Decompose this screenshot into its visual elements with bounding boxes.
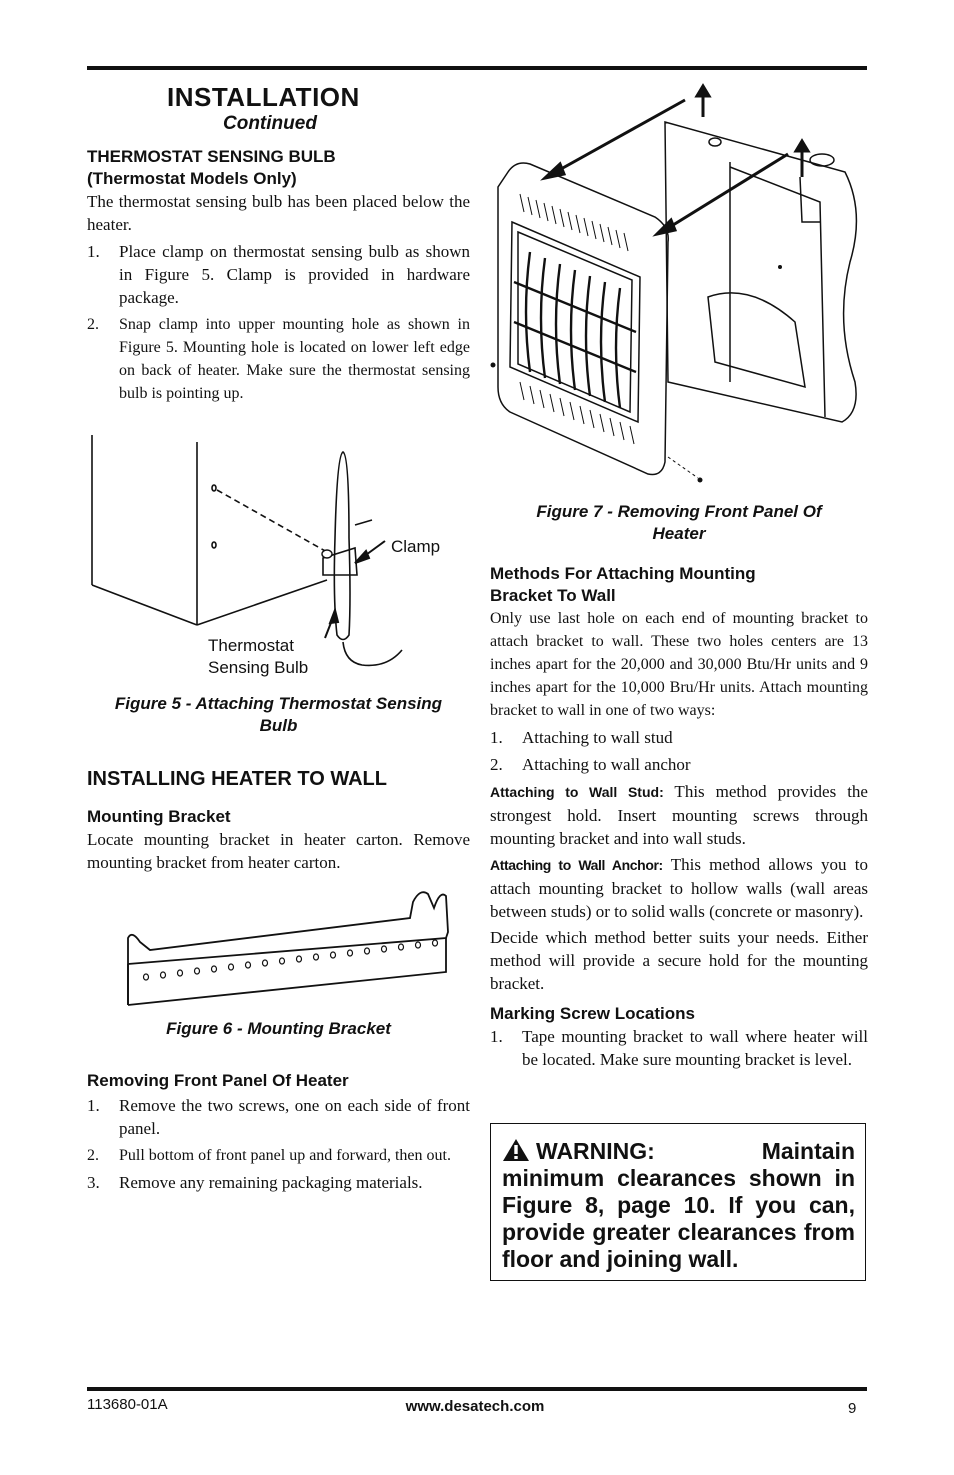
installing-section (87, 766, 470, 874)
wall-stud-paragraph (490, 780, 868, 850)
decide-text: Decide which method better suits your needs. Either method will provide a secure hold for the mounting bracket. (490, 928, 868, 993)
wall-stud-head: Attaching to Wall Stud: (490, 784, 664, 800)
warning-box (490, 1123, 866, 1281)
figure-7-caption-line2: Heater (652, 524, 706, 543)
clamp-hole-marker (322, 550, 332, 558)
figure-5-caption-line2: Bulb (259, 716, 298, 735)
warning-text: WARNING: Maintain minimum clearances shown in Figure 8, page 10. If you can, provide greater clearances from floor and joining wall. (502, 1138, 855, 1272)
methods-section (490, 563, 868, 1075)
removing-section (87, 1070, 470, 1198)
list-item: 1. Tape mounting bracket to wall where heater will be located. Make sure mounting bracket is level. (490, 1027, 868, 1069)
bulb-label-line1: Thermostat (208, 636, 294, 655)
bottom-rule (87, 1387, 867, 1391)
removing-heading: Removing Front Panel Of Heater (87, 1071, 349, 1090)
figure-7-heater-panel (490, 82, 868, 492)
bulb-label-line2: Sensing Bulb (208, 658, 309, 677)
wall-anchor-text: This method allows you to attach mounting bracket to hollow walls (wall areas between studs) or to solid walls (concrete or masonry). (490, 855, 868, 921)
list-item: 2. Attaching to wall anchor (490, 755, 691, 774)
list-item: 2. Pull bottom of front panel up and forward, then out. (87, 1147, 451, 1164)
marking-heading: Marking Screw Locations (490, 1004, 695, 1023)
left-column (87, 80, 470, 409)
thermostat-subheading: (Thermostat Models Only) (87, 169, 297, 188)
wall-anchor-paragraph (490, 853, 868, 923)
figure-6-mounting-bracket (110, 880, 455, 1010)
warning-paragraph (502, 1138, 855, 1273)
list-item: 1. Place clamp on thermostat sensing bulb as shown in Figure 5. Clamp is provided in hardware package. (87, 242, 470, 307)
section-title: INSTALLATION (167, 82, 360, 112)
thermostat-intro: The thermostat sensing bulb has been placed below the heater. (87, 192, 470, 234)
methods-heading: Methods For Attaching Mounting (490, 564, 756, 583)
section-subtitle: Continued (223, 113, 317, 134)
figure-6-caption: Figure 6 - Mounting Bracket (166, 1019, 391, 1038)
installing-heading: INSTALLING HEATER TO WALL (87, 768, 387, 790)
wall-anchor-head: Attaching to Wall Anchor: (490, 857, 663, 873)
list-item: 3. Remove any remaining packaging materials. (87, 1173, 423, 1192)
thermostat-steps (87, 240, 470, 405)
mounting-text: Locate mounting bracket in heater carton. Remove mounting bracket from heater carton. (87, 830, 470, 872)
wall-stud-text: This method provides the strongest hold. Insert mounting screws through mounting bracket and into wall studs. (490, 782, 868, 848)
page-number: 9 (848, 1400, 857, 1417)
removing-steps (87, 1094, 470, 1194)
figure-7-caption: Figure 7 - Removing Front Panel Of (536, 502, 822, 521)
methods-list (490, 726, 868, 776)
methods-text: Only use last hole on each end of mounting bracket to attach bracket to wall. These two holes centers are 13 inches apart for the 20,000 and 30,000 Btu/Hr units and 9 inches apart for the 10,000 Bru/Hr units. Attach mounting bracket to wall in one of two ways: (490, 610, 868, 719)
clamp-label: Clamp (391, 537, 441, 556)
warning-icon (502, 1138, 530, 1162)
list-item: 2. Snap clamp into upper mounting hole as shown in Figure 5. Mounting hole is located on lower left edge on back of heater. Make sure the thermostat sensing bulb is pointing up. (87, 316, 470, 402)
website-link[interactable]: www.desatech.com (405, 1398, 545, 1415)
marking-steps (490, 1025, 868, 1071)
thermostat-heading: THERMOSTAT SENSING BULB (87, 147, 336, 166)
figure-5-caption: Figure 5 - Attaching Thermostat Sensing (114, 694, 443, 713)
methods-subheading: Bracket To Wall (490, 586, 616, 605)
doc-number: 113680-01A (87, 1396, 168, 1413)
top-rule (87, 66, 867, 70)
mounting-heading: Mounting Bracket (87, 807, 231, 826)
list-item: 1. Remove the two screws, one on each side of front panel. (87, 1096, 470, 1138)
list-item: 1. Attaching to wall stud (490, 728, 673, 747)
